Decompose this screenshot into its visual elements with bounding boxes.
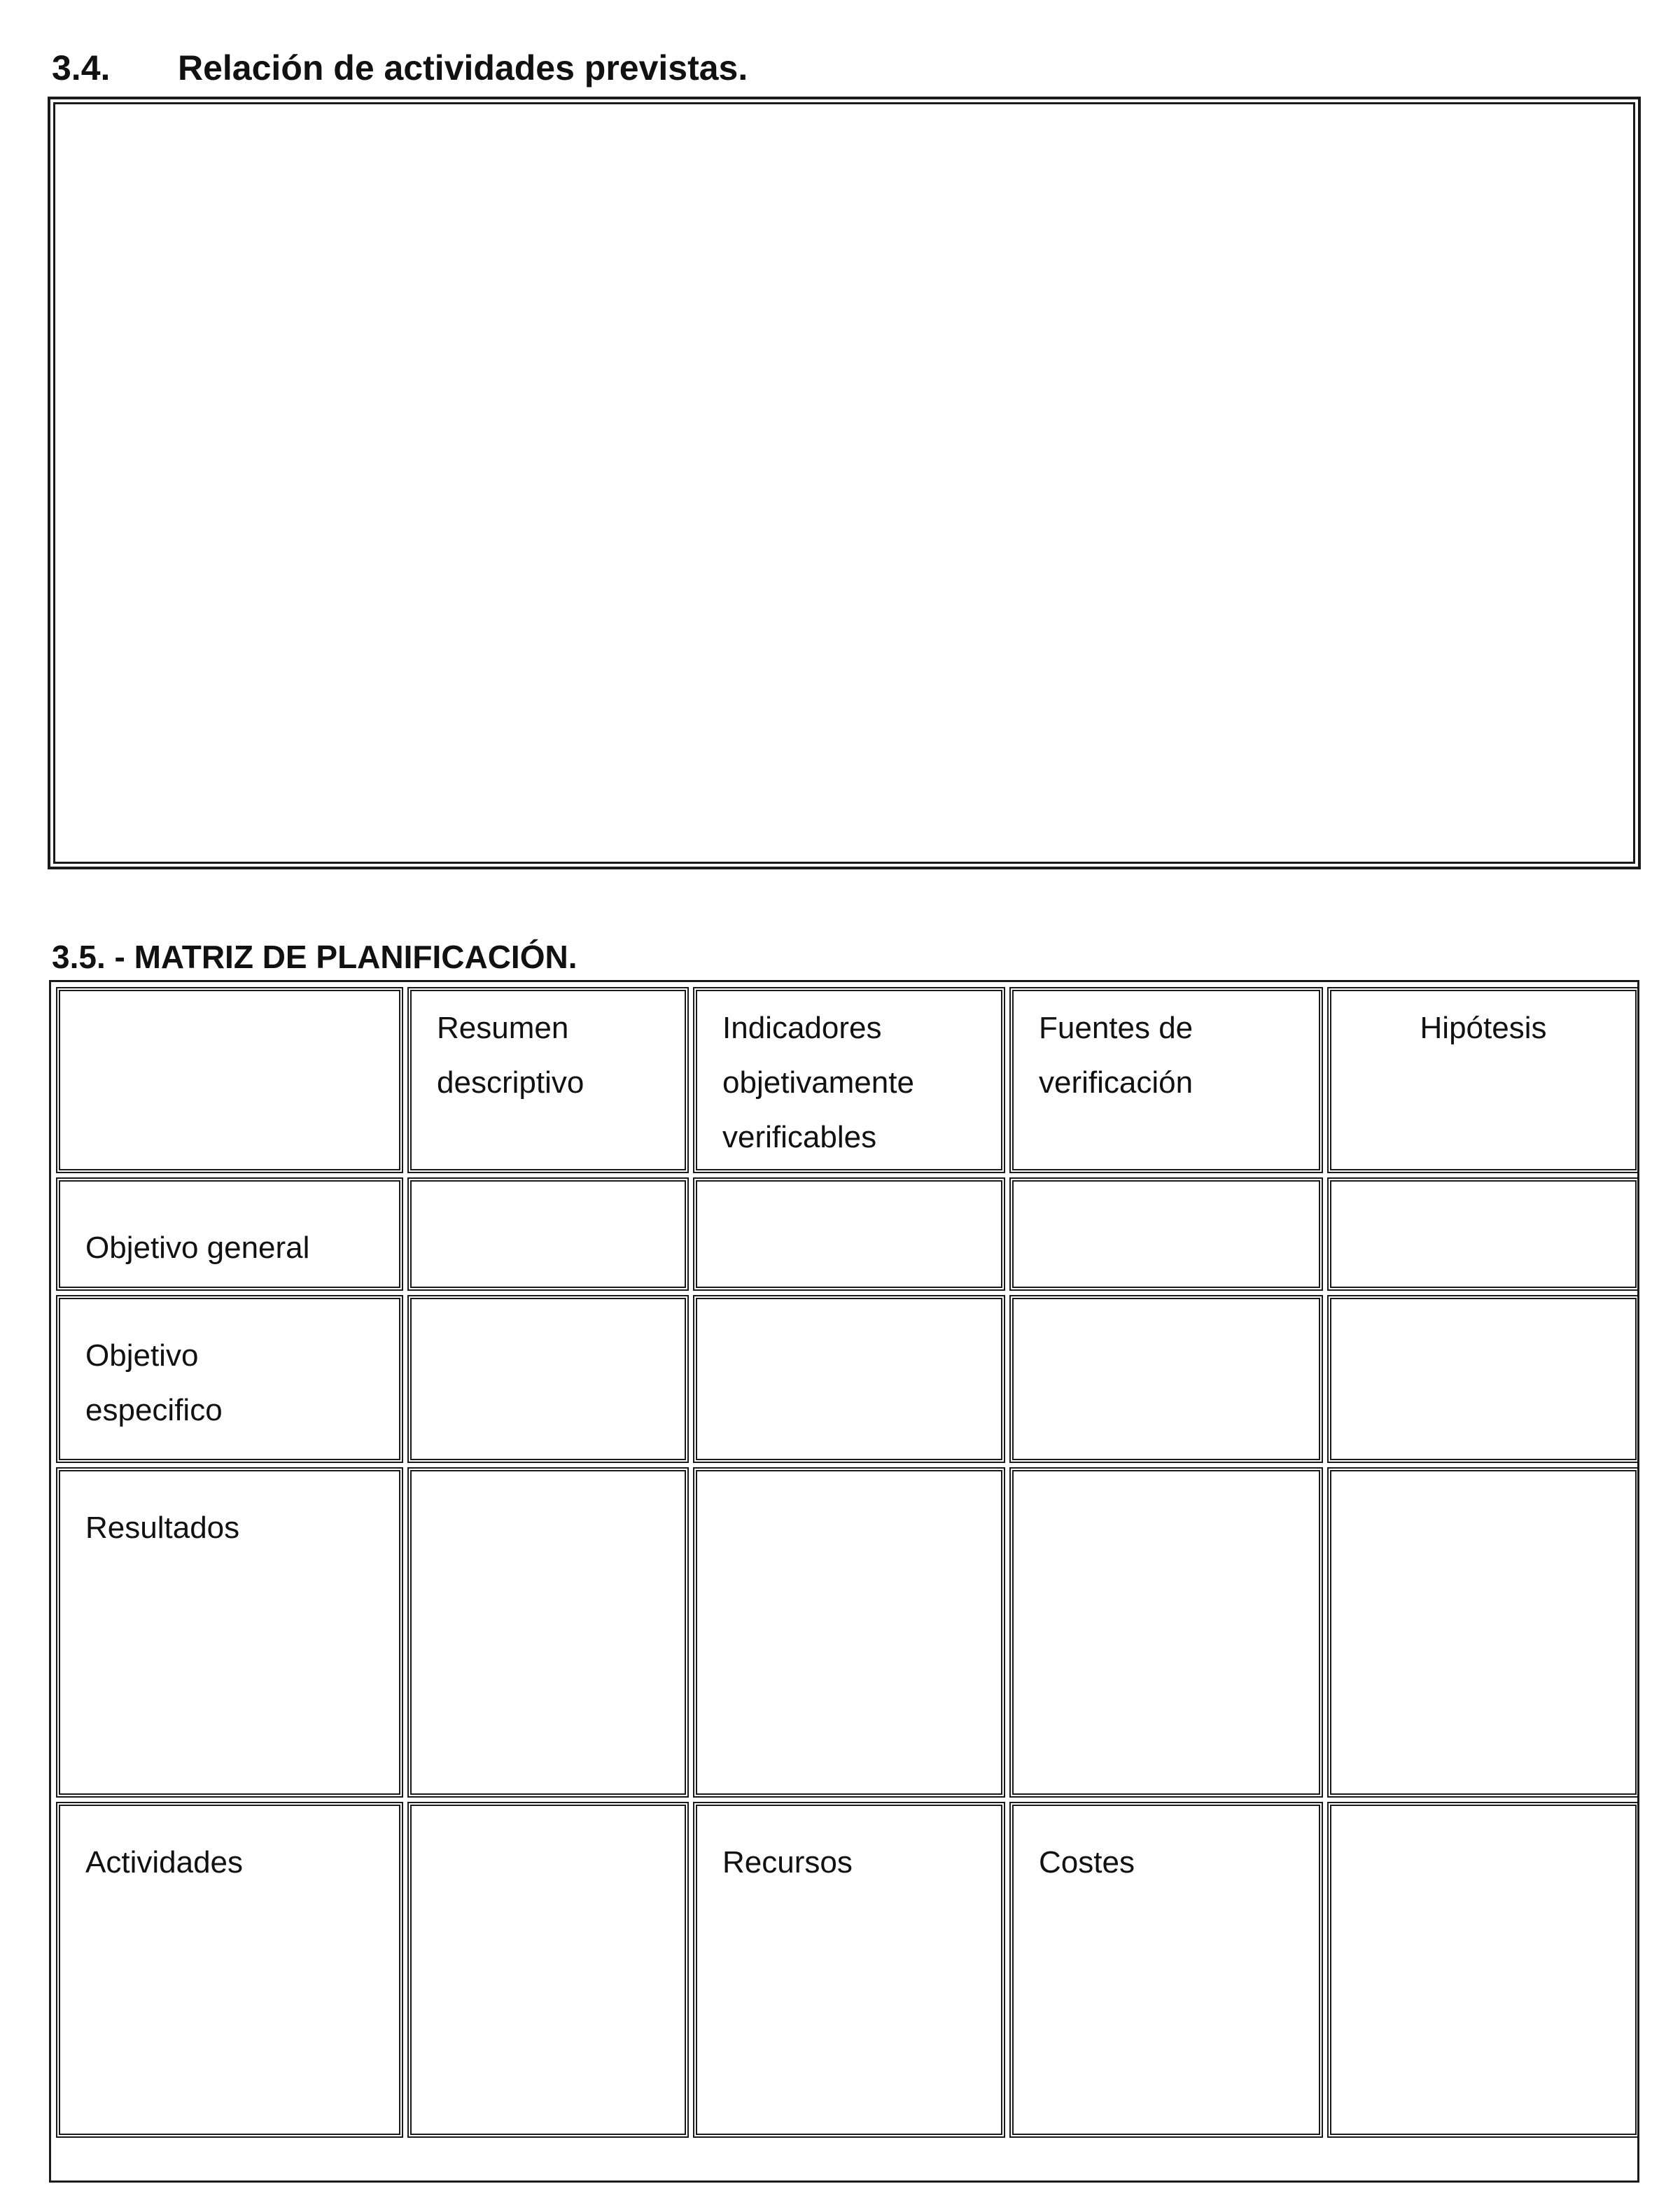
cell-objetivo-especifico-fuentes[interactable] — [1009, 1295, 1323, 1463]
header-fuentes-verificacion — [1009, 987, 1323, 1173]
cell-objetivo-general-indicadores[interactable] — [693, 1177, 1005, 1291]
header-hipotesis — [1327, 987, 1639, 1173]
cell-actividades-costes-label: Costes — [1039, 1845, 1135, 1879]
activities-textbox[interactable] — [48, 97, 1641, 869]
cell-objetivo-general-fuentes[interactable] — [1009, 1177, 1323, 1291]
header-indicadores — [693, 987, 1005, 1173]
cell-objetivo-especifico-resumen[interactable] — [407, 1295, 689, 1463]
cell-resultados-fuentes[interactable] — [1009, 1467, 1323, 1798]
row-label-actividades-text: Actividades — [85, 1845, 244, 1879]
row-label-objetivo-especifico-text: Objetivo especifico — [85, 1338, 223, 1427]
cell-resultados-resumen[interactable] — [407, 1467, 689, 1798]
header-fuentes-verificacion-label: Fuentes de verificación — [1039, 1011, 1194, 1100]
planning-matrix-grid — [56, 987, 1632, 2176]
activities-textbox-inner — [53, 102, 1635, 864]
section-3-4-number: 3.4. — [52, 48, 111, 88]
header-hipotesis-label: Hipótesis — [1420, 1011, 1547, 1045]
row-label-actividades — [56, 1802, 403, 2138]
cell-actividades-resumen[interactable] — [407, 1802, 689, 2138]
cell-resultados-hipotesis[interactable] — [1327, 1467, 1639, 1798]
cell-actividades-recursos[interactable] — [693, 1802, 1005, 2138]
cell-actividades-costes[interactable] — [1009, 1802, 1323, 2138]
row-label-objetivo-especifico — [56, 1295, 403, 1463]
section-3-4-title: Relación de actividades previstas. — [178, 48, 748, 88]
cell-objetivo-especifico-hipotesis[interactable] — [1327, 1295, 1639, 1463]
cell-objetivo-general-resumen[interactable] — [407, 1177, 689, 1291]
row-label-objetivo-general-text: Objetivo general — [85, 1231, 310, 1265]
header-indicadores-label: Indicadores objetivamente verificables — [722, 1011, 914, 1154]
section-3-5-title: 3.5. - MATRIZ DE PLANIFICACIÓN. — [52, 939, 578, 975]
header-resumen-descriptivo-label: Resumen descriptivo — [437, 1011, 584, 1100]
matrix-corner-cell — [56, 987, 403, 1173]
row-label-resultados — [56, 1467, 403, 1798]
header-resumen-descriptivo — [407, 987, 689, 1173]
cell-actividades-hipotesis[interactable] — [1327, 1802, 1639, 2138]
cell-objetivo-especifico-indicadores[interactable] — [693, 1295, 1005, 1463]
planning-matrix — [49, 980, 1639, 2183]
row-label-resultados-text: Resultados — [85, 1511, 240, 1545]
row-label-objetivo-general — [56, 1177, 403, 1291]
cell-resultados-indicadores[interactable] — [693, 1467, 1005, 1798]
cell-actividades-recursos-label: Recursos — [722, 1845, 853, 1879]
cell-objetivo-general-hipotesis[interactable] — [1327, 1177, 1639, 1291]
